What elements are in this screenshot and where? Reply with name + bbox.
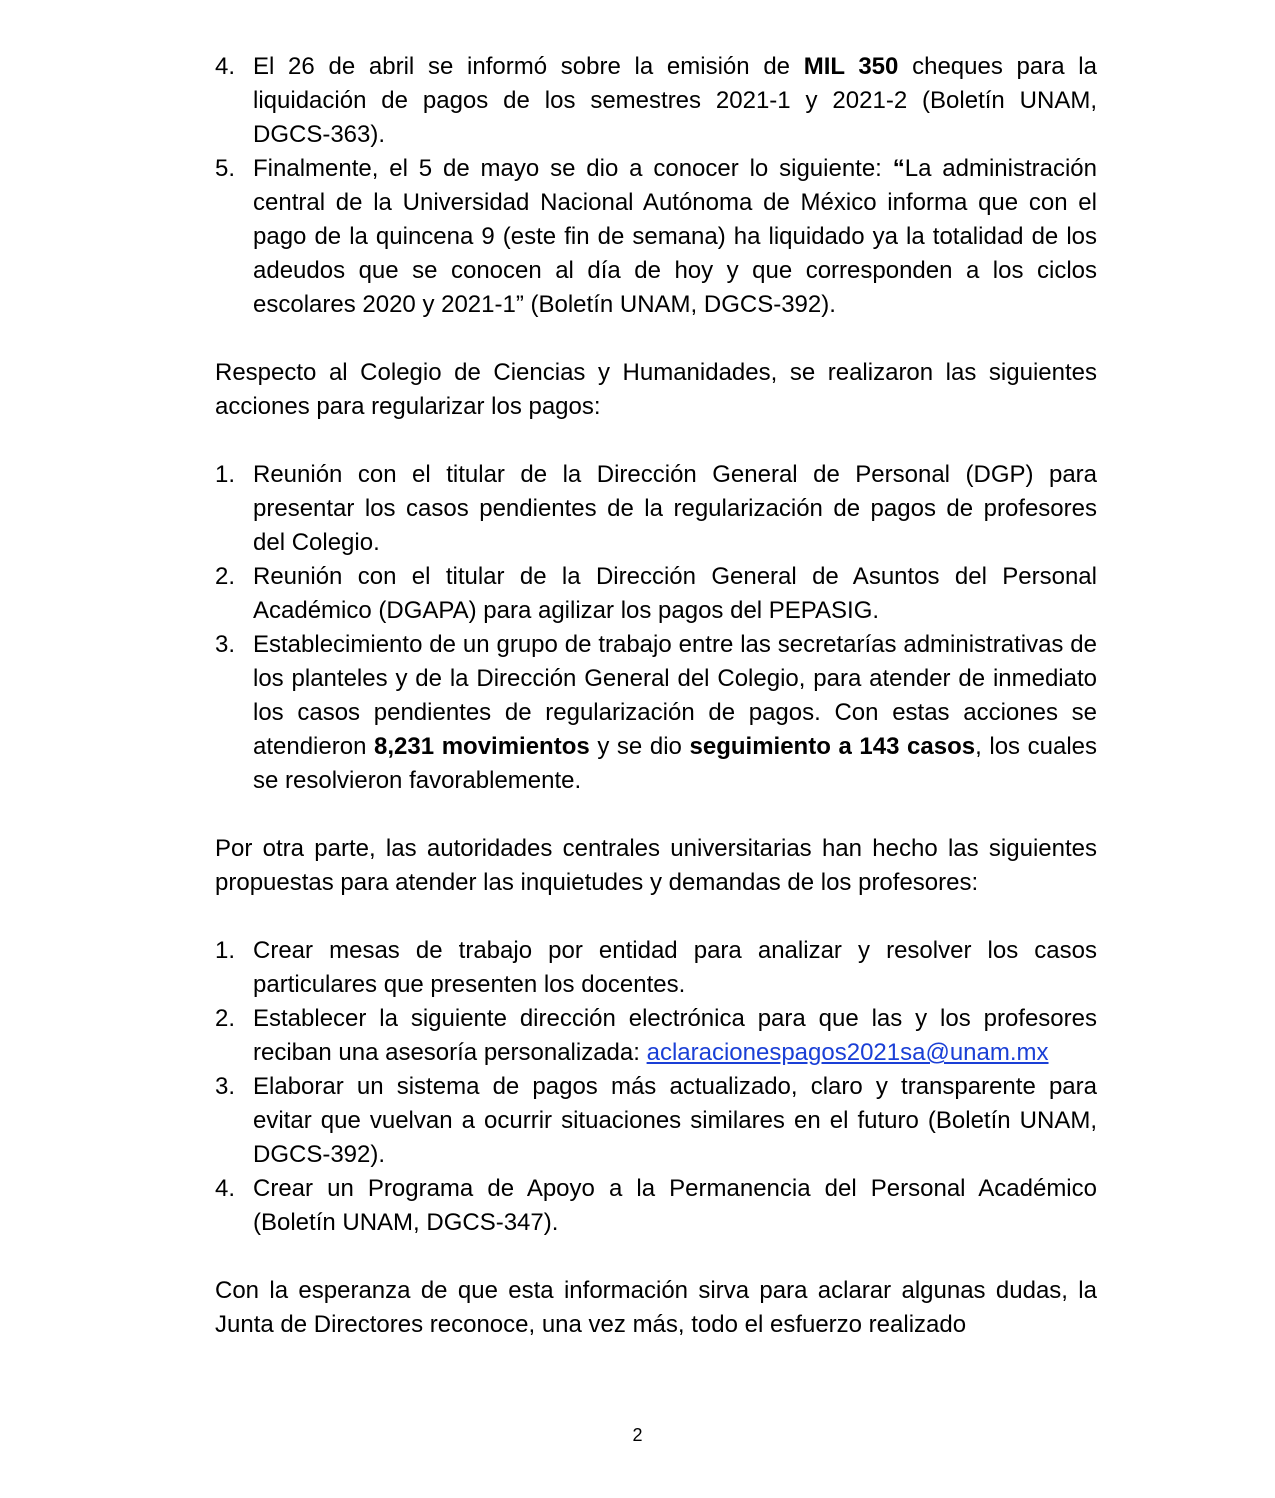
- item-bold-text: 8,231 movimientos: [374, 733, 590, 760]
- item-text: Elaborar un sistema de pagos más actualizado, claro y transparente para evitar que vuelvan a ocurrir situaciones similares en el futuro (Boletín UNAM, DGCS-392).: [253, 1073, 1097, 1168]
- email-link[interactable]: aclaracionespagos2021sa@unam.mx: [646, 1039, 1049, 1066]
- announcements-list: [215, 50, 1097, 322]
- item-text: y se dio: [589, 733, 690, 760]
- proposals-list: [215, 934, 1097, 1240]
- list-number: 2.: [215, 1005, 236, 1032]
- cch-paragraph: Respecto al Colegio de Ciencias y Humanidades, se realizaron las siguientes acciones para regularizar los pagos:: [215, 359, 1097, 420]
- item-text: Finalmente, el 5 de mayo se dio a conocer lo siguiente:: [253, 155, 893, 182]
- list-number: 5.: [215, 155, 236, 182]
- item-text: Crear un Programa de Apoyo a la Permanencia del Personal Académico (Boletín UNAM, DGCS-347).: [253, 1175, 1097, 1236]
- list-number: 4.: [215, 53, 236, 80]
- item-text: cheques para la liquidación de pagos de los semestres 2021-1 y 2021-2 (Boletín UNAM, DGCS-363).: [253, 53, 1097, 148]
- list-number: 1.: [215, 937, 236, 964]
- item-bold-text: seguimiento a 143 casos: [689, 733, 976, 760]
- page-content: [215, 50, 1097, 1342]
- list-number: 2.: [215, 563, 236, 590]
- cch-actions-list: [215, 458, 1097, 798]
- list-item: [215, 1002, 1097, 1070]
- item-text: Establecer la siguiente dirección electrónica para que las y los profesores reciban una asesoría personalizada:: [253, 1005, 1097, 1066]
- list-number: 4.: [215, 1175, 236, 1202]
- item-text: El 26 de abril se informó sobre la emisión de: [253, 53, 804, 80]
- item-text: Establecimiento de un grupo de trabajo entre las secretarías administrativas de los planteles y de la Dirección General del Colegio, para atender de inmediato los casos pendientes de regularización de pagos. Con estas acciones se atendieron: [253, 631, 1097, 760]
- item-text: Reunión con el titular de la Dirección General de Asuntos del Personal Académico (DGAPA) para agilizar los pagos del PEPASIG.: [253, 563, 1097, 624]
- list-item: [215, 1172, 1097, 1240]
- item-text: La administración central de la Universidad Nacional Autónoma de México informa que con el pago de la quincena 9 (este fin de semana) ha liquidado ya la totalidad de los adeudos que se conocen al día de hoy y que corresponden a los ciclos escolares 2020 y 2021-1” (Boletín UNAM, DGCS-392).: [253, 155, 1098, 318]
- item-bold-text: “: [892, 155, 905, 182]
- list-number: 1.: [215, 461, 236, 488]
- list-item: [215, 50, 1097, 152]
- central-authorities-paragraph: Por otra parte, las autoridades centrales universitarias han hecho las siguientes propuestas para atender las inquietudes y demandas de los profesores:: [215, 835, 1097, 896]
- item-text: Crear mesas de trabajo por entidad para analizar y resolver los casos particulares que presenten los docentes.: [253, 937, 1097, 998]
- list-item: [215, 628, 1097, 798]
- list-number: 3.: [215, 631, 236, 658]
- item-bold-text: MIL 350: [803, 53, 899, 80]
- list-item: [215, 934, 1097, 1002]
- list-item: [215, 458, 1097, 560]
- item-text: , los cuales se resolvieron favorablemente.: [253, 733, 1098, 794]
- page-number: 2: [632, 1425, 643, 1445]
- closing-paragraph: Con la esperanza de que esta información sirva para aclarar algunas dudas, la Junta de Directores reconoce, una vez más, todo el esfuerzo realizado: [215, 1277, 1097, 1338]
- list-item: [215, 1070, 1097, 1172]
- list-item: [215, 152, 1097, 322]
- item-text: Reunión con el titular de la Dirección General de Personal (DGP) para presentar los casos pendientes de la regularización de pagos de profesores del Colegio.: [253, 461, 1097, 556]
- list-number: 3.: [215, 1073, 236, 1100]
- list-item: [215, 560, 1097, 628]
